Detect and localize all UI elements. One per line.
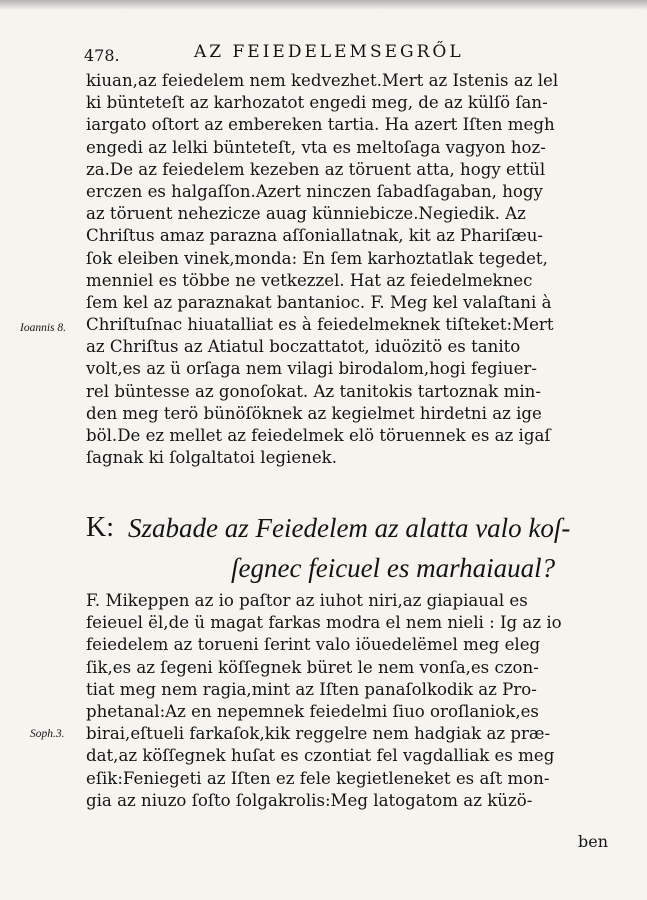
text-line: ſem kel az paraznakat bantanioc. F. Meg kel valaſtani à [86, 292, 552, 312]
margin-note-ioannis: Ioannis 8. [20, 322, 66, 334]
text-line: az Chriſtus az Atiatul boczattatot, iduözitö es tanito [86, 337, 521, 357]
text-line: phetanal:Az en nepemnek feiedelmi ſiuo oroſlaniok,es [86, 701, 539, 721]
scan-edge-shadow [0, 0, 647, 10]
page-number: 478. [84, 46, 120, 65]
answer-text [86, 590, 624, 812]
text-line: Chriſtus amaz parazna aſſoniallatnak, kit az Phariſæu- [86, 226, 544, 246]
text-line: za.De az feiedelem kezeben az töruent atta, hogy ettül [86, 159, 546, 179]
text-line: volt,es az ü orſaga nem vilagi birodalom,hogi fegiuer- [86, 359, 537, 379]
text-line: ſok eleiben vinek,monda: En ſem karhoztatlak tegedet, [86, 248, 548, 268]
text-line: feieuel ël,de ü magat farkas modra el nem nieli : Ig az io [86, 613, 562, 633]
text-line: menniel es többe ne vetkezzel. Hat az feiedelmeknec [86, 270, 533, 290]
text-line: böl.De ez mellet az feiedelmek elö töruennek es az igaſ [86, 426, 551, 445]
text-line: erczen es halgaſſon.Azert ninczen ſabadſagaban, hogy [86, 181, 543, 201]
question-line: ſegnec feicuel es marhaiaual? [231, 553, 556, 583]
text-line: gia az niuzo ſoſto ſolgakrolis:Meg latogatom az küzö- [86, 790, 533, 810]
text-line: rel büntesse az gonoſokat. Az tanitokis tartoznak min- [86, 381, 541, 401]
text-line: ſagnak ki ſolgaltatoi legienek. [86, 448, 337, 468]
text-line: Chriſtuſnac hiuatalliat es à feiedelmeknek tiſteket:Mert [86, 315, 554, 335]
text-line: ki bünteteſt az karhozatot engedi meg, de az külſö ſan- [86, 93, 548, 113]
text-line: eſik:Feniegeti az Iſten ez fele kegietleneket es aſt mon- [86, 768, 550, 788]
text-line: feiedelem az torueni ſerint valo iöuedelëmel meg eleg [86, 635, 541, 655]
question-marker: K: [86, 512, 114, 543]
page-header [84, 40, 564, 74]
text-line: engedi az lelki bünteteſt, vta es meltoſaga vagyon hoz- [86, 137, 546, 157]
text-line: az töruent nehezicze auag künniebicze.Negiedik. Az [86, 204, 526, 224]
text-line: birai,eſtueli farkaſok,kik reggelre nem hadgiak az præ- [86, 724, 551, 744]
question-line: Szabade az Feiedelem az alatta valo koſ- [128, 513, 571, 543]
running-head: AZ FEIEDELEMSEGRŐL [194, 42, 464, 62]
text-line: iargato oſtort az embereken tartia. Ha azert Iſten megh [86, 115, 555, 135]
text-line: tiat meg nem ragia,mint az Iſten panaſolkodik az Pro- [86, 679, 537, 699]
catchword: ben [578, 832, 609, 851]
text-line: kiuan,az feiedelem nem kedvezhet.Mert az Istenis az lel [86, 71, 559, 90]
text-line: dat,az köſſegnek huſat es czontiat fel vagdalliak es meg [86, 746, 555, 766]
text-line: den meg terö bünöſöknek az kegielmet hirdetni az ige [86, 403, 542, 423]
text-line: F. Mikeppen az io paſtor az iuhot niri,az giapiaual es [86, 591, 528, 610]
body-text [86, 70, 624, 469]
text-line: ſik,es az ſegeni köſſegnek büret le nem vonſa,es czon- [86, 657, 539, 677]
margin-note-soph: Soph.3. [30, 728, 65, 740]
